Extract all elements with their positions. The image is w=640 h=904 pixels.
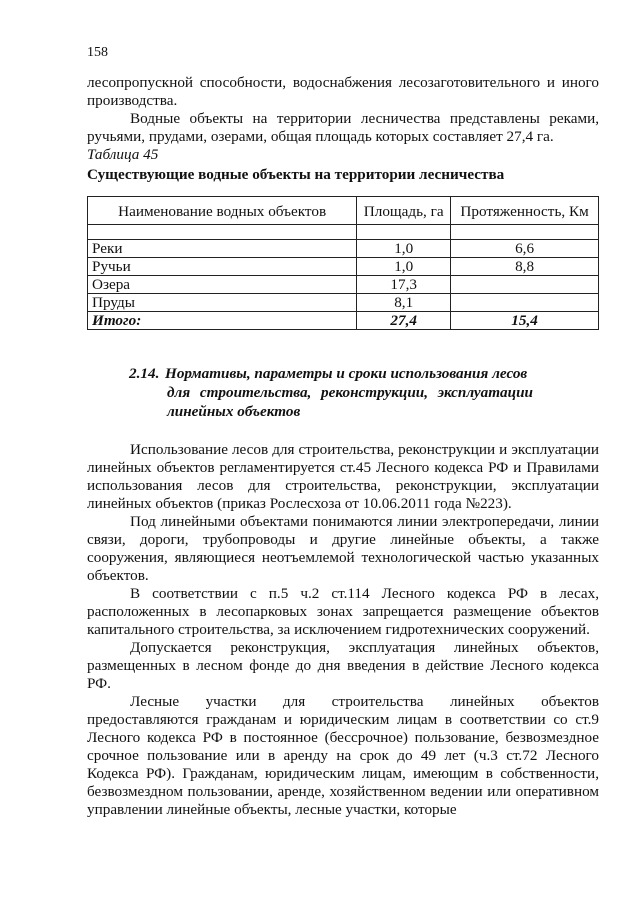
total-area: 27,4 [357, 312, 451, 330]
section-number: 2.14. [129, 365, 160, 382]
section-heading [129, 364, 533, 421]
body-paragraph: Использование лесов для строительства, реконструкции и эксплуатации линейных объектов регламентируется ст.45 Лесного кодекса РФ и Правилами использования лесов для строительства, реконструкции, эксплуатации линейных объектов (приказ Рослесхоза от 10.06.2011 года №223). [87, 441, 599, 512]
table-row [88, 276, 599, 294]
intro-paragraph-1: лесопропускной способности, водоснабжения лесозаготовительного и иного производства. [87, 74, 599, 109]
cell-area: 1,0 [357, 240, 451, 258]
cell-area: 8,1 [357, 294, 451, 312]
cell-length: 8,8 [451, 258, 599, 276]
cell-name: Реки [88, 240, 357, 258]
section-title-line-1: Нормативы, параметры и сроки использования лесов [165, 365, 528, 382]
water-objects-table [87, 196, 599, 330]
cell-length [451, 276, 599, 294]
body-paragraph: В соответствии с п.5 ч.2 ст.114 Лесного кодекса РФ в лесах, расположенных в лесопарковых зонах запрещается размещение объектов капитального строительства, за исключением гидротехнических сооружений. [87, 585, 599, 638]
table-row [88, 294, 599, 312]
table-title: Существующие водные объекты на территории лесничества [87, 166, 505, 183]
body-paragraph: Под линейными объектами понимаются линии электропередачи, линии связи, дороги, трубопроводы и другие линейные объекты, а также сооружения, являющиеся неотъемлемой технологической частью указанных объектов. [87, 513, 599, 584]
intro-paragraph-2: Водные объекты на территории лесничества представлены реками, ручьями, прудами, озерами, общая площадь которых составляет 27,4 га. [87, 110, 599, 145]
header-area: Площадь, га [357, 197, 451, 225]
section-body [87, 441, 599, 819]
page-number: 158 [87, 45, 108, 60]
table-caption: Таблица 45 [87, 146, 159, 163]
total-label: Итого: [88, 312, 357, 330]
table-row [88, 240, 599, 258]
cell-area: 17,3 [357, 276, 451, 294]
page-content [87, 74, 599, 819]
table-header-row [88, 197, 599, 225]
header-length: Протяженность, Км [451, 197, 599, 225]
section-title-line-2: для строительства, реконструкции, эксплуатации [167, 384, 533, 401]
table-row [88, 258, 599, 276]
body-paragraph: Допускается реконструкция, эксплуатация линейных объектов, размещенных в лесном фонде до дня введения в действие Лесного кодекса РФ. [87, 639, 599, 692]
cell-area: 1,0 [357, 258, 451, 276]
cell-name: Ручьи [88, 258, 357, 276]
cell-length [451, 294, 599, 312]
total-length: 15,4 [451, 312, 599, 330]
body-paragraph: Лесные участки для строительства линейных объектов предоставляются гражданам и юридическим лицам в соответствии со ст.9 Лесного кодекса РФ в постоянное (бессрочное) пользование, безвозмездное срочное пользование или в аренду на срок до 49 лет (ч.3 ст.72 Лесного Кодекса РФ). Гражданам, юридическим лицам, имеющим в собственности, безвозмездном пользовании, аренде, хозяйственном ведении или оперативном управлении линейные объекты, лесные участки, которые [87, 693, 599, 818]
table-spacer-row [88, 225, 599, 240]
section-title-line-3: линейных объектов [167, 403, 301, 420]
table-total-row [88, 312, 599, 330]
cell-name: Озера [88, 276, 357, 294]
header-name: Наименование водных объектов [88, 197, 357, 225]
cell-name: Пруды [88, 294, 357, 312]
cell-length: 6,6 [451, 240, 599, 258]
